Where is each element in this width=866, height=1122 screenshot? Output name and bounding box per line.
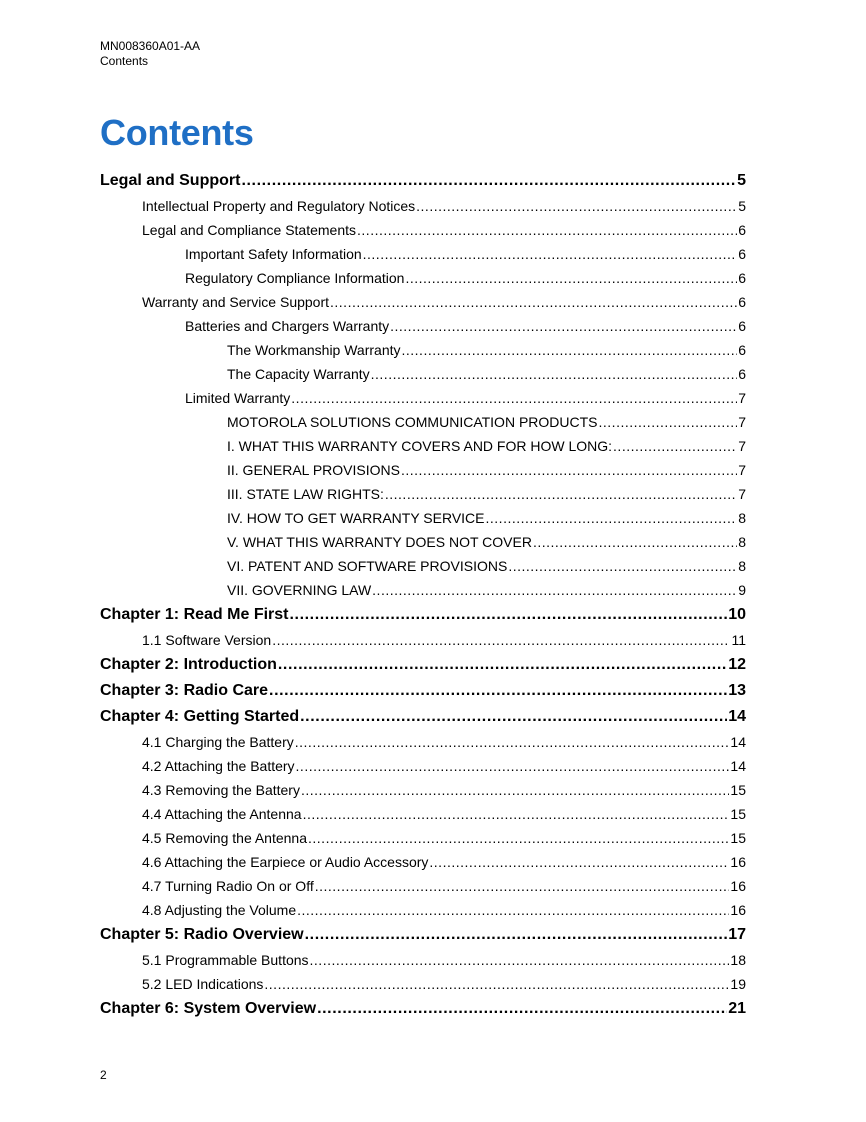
toc-entry-label: 1.1 Software Version xyxy=(142,632,272,648)
toc-entry-page: 17 xyxy=(728,926,746,943)
toc-entry-label: Regulatory Compliance Information xyxy=(185,270,405,286)
toc-entry[interactable] xyxy=(100,218,746,242)
toc-entry-label: The Capacity Warranty xyxy=(227,366,370,382)
toc-entry-page: 6 xyxy=(738,366,746,382)
toc-entry-label: 4.1 Charging the Battery xyxy=(142,734,294,750)
toc-entry-label: Important Safety Information xyxy=(185,246,362,262)
toc-dot-leader xyxy=(305,922,728,948)
toc-entry-page: 16 xyxy=(730,902,746,918)
toc-entry[interactable] xyxy=(100,778,746,802)
toc-entry-label: 4.3 Removing the Battery xyxy=(142,782,300,798)
toc-entry[interactable] xyxy=(100,194,746,218)
toc-entry-label: MOTOROLA SOLUTIONS COMMUNICATION PRODUCTS xyxy=(227,414,598,430)
toc-entry[interactable] xyxy=(100,972,746,996)
page-number: 2 xyxy=(100,1068,107,1082)
toc-entry[interactable] xyxy=(100,482,746,506)
toc-entry[interactable] xyxy=(100,242,746,266)
toc-entry-page: 15 xyxy=(730,806,746,822)
toc-entry-label: IV. HOW TO GET WARRANTY SERVICE xyxy=(227,510,485,526)
toc-entry-page: 10 xyxy=(728,606,746,623)
toc-entry[interactable] xyxy=(100,458,746,482)
toc-entry-page: 18 xyxy=(730,952,746,968)
toc-dot-leader xyxy=(278,652,727,678)
toc-dot-leader xyxy=(303,802,730,826)
header-section: Contents xyxy=(100,54,149,68)
toc-entry-page: 7 xyxy=(738,462,746,478)
toc-entry[interactable] xyxy=(100,874,746,898)
toc-dot-leader xyxy=(330,290,737,314)
toc-entry[interactable] xyxy=(100,530,746,554)
toc-entry[interactable] xyxy=(100,754,746,778)
toc-chapter-entry[interactable] xyxy=(100,678,746,704)
toc-entry-label: Legal and Support xyxy=(100,172,241,189)
toc-entry-page: 12 xyxy=(728,656,746,673)
toc-entry-label: Legal and Compliance Statements xyxy=(142,222,357,238)
toc-entry-page: 13 xyxy=(728,682,746,699)
toc-entry[interactable] xyxy=(100,850,746,874)
table-of-contents xyxy=(100,168,746,1022)
toc-entry-page: 14 xyxy=(730,758,746,774)
toc-entry[interactable] xyxy=(100,826,746,850)
toc-dot-leader xyxy=(301,778,729,802)
toc-dot-leader xyxy=(269,678,727,704)
toc-entry-page: 7 xyxy=(738,390,746,406)
toc-entry[interactable] xyxy=(100,362,746,386)
toc-entry-page: 8 xyxy=(738,510,746,526)
toc-entry-label: 5.1 Programmable Buttons xyxy=(142,952,309,968)
toc-entry-page: 19 xyxy=(730,976,746,992)
toc-chapter-entry[interactable] xyxy=(100,922,746,948)
toc-entry-page: 15 xyxy=(730,830,746,846)
toc-dot-leader xyxy=(533,530,737,554)
toc-entry[interactable] xyxy=(100,948,746,972)
toc-dot-leader xyxy=(289,602,727,628)
toc-entry-page: 7 xyxy=(738,438,746,454)
toc-dot-leader xyxy=(416,194,737,218)
toc-entry[interactable] xyxy=(100,730,746,754)
toc-entry-label: 4.7 Turning Radio On or Off xyxy=(142,878,314,894)
toc-entry-label: 5.2 LED Indications xyxy=(142,976,264,992)
toc-entry[interactable] xyxy=(100,410,746,434)
toc-entry-page: 6 xyxy=(738,246,746,262)
toc-entry[interactable] xyxy=(100,506,746,530)
toc-dot-leader xyxy=(241,168,736,194)
toc-dot-leader xyxy=(363,242,738,266)
toc-entry-label: Chapter 2: Introduction xyxy=(100,656,277,673)
toc-dot-leader xyxy=(486,506,738,530)
toc-dot-leader xyxy=(390,314,737,338)
toc-dot-leader xyxy=(308,826,729,850)
toc-dot-leader xyxy=(599,410,738,434)
toc-entry-page: 6 xyxy=(738,270,746,286)
toc-dot-leader xyxy=(295,730,730,754)
toc-entry-label: III. STATE LAW RIGHTS: xyxy=(227,486,384,502)
toc-dot-leader xyxy=(297,898,729,922)
toc-entry[interactable] xyxy=(100,266,746,290)
toc-entry-page: 14 xyxy=(730,734,746,750)
toc-entry-label: V. WHAT THIS WARRANTY DOES NOT COVER xyxy=(227,534,532,550)
toc-chapter-entry[interactable] xyxy=(100,704,746,730)
toc-dot-leader xyxy=(315,874,730,898)
toc-entry-label: Intellectual Property and Regulatory Notices xyxy=(142,198,416,214)
toc-dot-leader xyxy=(372,578,737,602)
toc-entry[interactable] xyxy=(100,628,746,652)
toc-dot-leader xyxy=(371,362,738,386)
toc-dot-leader xyxy=(296,754,730,778)
toc-entry-page: 9 xyxy=(738,582,746,598)
toc-entry[interactable] xyxy=(100,386,746,410)
toc-entry-page: 21 xyxy=(728,1000,746,1017)
toc-entry[interactable] xyxy=(100,290,746,314)
toc-entry-page: 6 xyxy=(738,318,746,334)
toc-entry[interactable] xyxy=(100,802,746,826)
toc-entry-label: I. WHAT THIS WARRANTY COVERS AND FOR HOW LONG: xyxy=(227,438,613,454)
toc-entry-label: 4.4 Attaching the Antenna xyxy=(142,806,302,822)
toc-entry-page: 15 xyxy=(730,782,746,798)
toc-entry-label: VI. PATENT AND SOFTWARE PROVISIONS xyxy=(227,558,508,574)
toc-dot-leader xyxy=(264,972,729,996)
page-title: Contents xyxy=(100,112,254,153)
toc-entry-label: Chapter 3: Radio Care xyxy=(100,682,269,699)
toc-dot-leader xyxy=(317,996,727,1022)
toc-entry-page: 6 xyxy=(738,342,746,358)
toc-dot-leader xyxy=(402,338,738,362)
toc-chapter-entry[interactable] xyxy=(100,602,746,628)
toc-entry-label: Chapter 1: Read Me First xyxy=(100,606,289,623)
toc-dot-leader xyxy=(300,704,727,730)
toc-dot-leader xyxy=(508,554,737,578)
toc-entry-label: 4.2 Attaching the Battery xyxy=(142,758,295,774)
toc-dot-leader xyxy=(401,458,737,482)
toc-entry-label: Limited Warranty xyxy=(185,390,291,406)
toc-entry-page: 16 xyxy=(730,878,746,894)
toc-dot-leader xyxy=(310,948,730,972)
toc-entry[interactable] xyxy=(100,554,746,578)
toc-dot-leader xyxy=(357,218,737,242)
toc-dot-leader xyxy=(405,266,737,290)
running-header xyxy=(100,39,200,69)
toc-entry-label: 4.8 Adjusting the Volume xyxy=(142,902,297,918)
toc-entry-page: 7 xyxy=(738,486,746,502)
document-id: MN008360A01-AA xyxy=(100,39,201,53)
toc-entry-page: 6 xyxy=(738,222,746,238)
toc-entry-label: 4.5 Removing the Antenna xyxy=(142,830,308,846)
toc-entry[interactable] xyxy=(100,898,746,922)
toc-entry-page: 8 xyxy=(738,558,746,574)
toc-dot-leader xyxy=(429,850,729,874)
toc-entry[interactable] xyxy=(100,338,746,362)
toc-entry-page: 6 xyxy=(738,294,746,310)
toc-chapter-entry[interactable] xyxy=(100,168,746,194)
toc-entry-page: 5 xyxy=(738,198,746,214)
toc-entry-label: Chapter 6: System Overview xyxy=(100,1000,317,1017)
toc-entry-label: VII. GOVERNING LAW xyxy=(227,582,372,598)
toc-entry-page: 8 xyxy=(738,534,746,550)
toc-chapter-entry[interactable] xyxy=(100,652,746,678)
toc-dot-leader xyxy=(291,386,737,410)
toc-dot-leader xyxy=(272,628,730,652)
toc-chapter-entry[interactable] xyxy=(100,996,746,1022)
toc-entry-label: The Workmanship Warranty xyxy=(227,342,401,358)
toc-entry-page: 7 xyxy=(738,414,746,430)
toc-entry-label: 4.6 Attaching the Earpiece or Audio Accessory xyxy=(142,854,429,870)
toc-dot-leader xyxy=(613,434,737,458)
toc-entry-page: 16 xyxy=(730,854,746,870)
toc-entry[interactable] xyxy=(100,434,746,458)
toc-entry-label: Warranty and Service Support xyxy=(142,294,330,310)
toc-entry[interactable] xyxy=(100,314,746,338)
toc-entry-label: II. GENERAL PROVISIONS xyxy=(227,462,400,478)
toc-entry-page: 14 xyxy=(728,708,746,725)
toc-entry[interactable] xyxy=(100,578,746,602)
toc-entry-page: 5 xyxy=(737,172,746,189)
toc-entry-label: Chapter 4: Getting Started xyxy=(100,708,300,725)
toc-entry-label: Chapter 5: Radio Overview xyxy=(100,926,304,943)
toc-entry-page: 11 xyxy=(731,632,746,648)
toc-entry-label: Batteries and Chargers Warranty xyxy=(185,318,390,334)
toc-dot-leader xyxy=(385,482,737,506)
